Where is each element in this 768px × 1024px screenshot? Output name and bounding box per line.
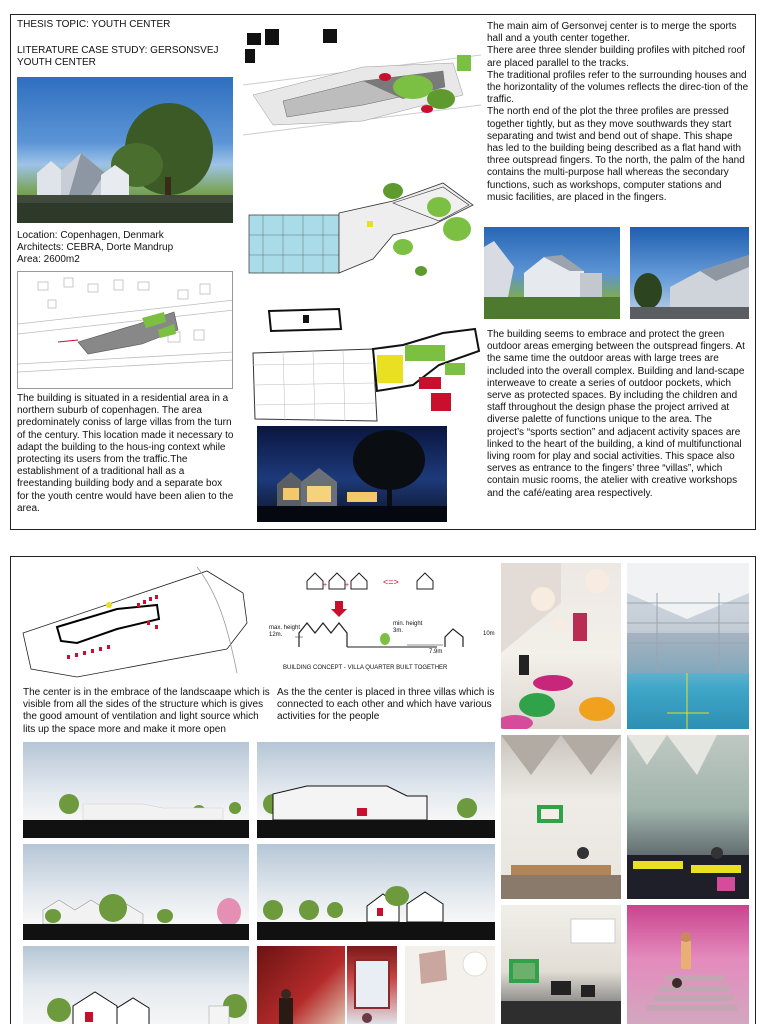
courtyard-photo-drawing bbox=[484, 227, 620, 319]
location: Location: Copenhagen, Denmark bbox=[17, 230, 164, 241]
aim-description: The main aim of Gersonvej center is to merge the sports hall and a youth center together. There aree three slender building profiles with pitched roof are placed parallel to the tracks. The traditional profiles refer to the surrounding houses and the horizontality of the volumes reflects the direc-tion of the traffic. The north end of the plot the three profiles are pressed together tightly, but as they move southwards they start separating and twist and bend out of shape. This shape has led to the building being described as a flat hand with three outspread fingers. To the north, the palm of the hand contains the multi-purpose hall whereas the secondary functions, such as workshops, computer stations and music facilities, are placed in the fingers. bbox=[487, 21, 749, 203]
elevation-1-drawing bbox=[23, 742, 249, 838]
interior-lounge-drawing bbox=[501, 563, 621, 729]
svg-text:+: + bbox=[323, 582, 328, 589]
elevation-2 bbox=[257, 742, 495, 838]
street-photo bbox=[630, 227, 749, 319]
exterior-photo-night bbox=[257, 426, 447, 522]
exterior-photo-day-drawing bbox=[17, 77, 233, 223]
first-floor-plan bbox=[243, 305, 481, 425]
elevation-4-drawing bbox=[257, 844, 495, 940]
elevation-3 bbox=[23, 844, 249, 940]
interior-patterned-drawing bbox=[627, 735, 749, 899]
interior-photo-pink-stair bbox=[627, 905, 749, 1024]
elevation-1 bbox=[23, 742, 249, 838]
interior-computers-drawing bbox=[501, 905, 621, 1024]
ground-floor-plan bbox=[243, 175, 481, 285]
exterior-photo-night-drawing bbox=[257, 426, 447, 522]
architects: Architects: CEBRA, Dorte Mandrup bbox=[17, 242, 174, 253]
interior-window-drawing bbox=[347, 946, 397, 1024]
sports-hall-drawing bbox=[627, 563, 749, 729]
sheet-1 bbox=[10, 14, 756, 530]
interior-hall-drawing bbox=[501, 735, 621, 899]
concept-max-height: max. height 12m. bbox=[269, 625, 301, 638]
interior-photo-lamp bbox=[405, 946, 495, 1024]
site-diagram-drawing bbox=[17, 563, 249, 683]
svg-text:+: + bbox=[345, 582, 350, 589]
concept-ten-m: 10m bbox=[483, 631, 495, 637]
site-description: The building is situated in a residential area in a northern suburb of copenhagen. The area predominately coniss of large villas from the turn of the century. This location made it necessary to adapt the building to the hous-ing context while protecting its users from the traffic.The establishment of a traditional hall as a freestanding building body and a separate box for the youth centre would have been alien to the area. bbox=[17, 393, 234, 514]
ground-floor-plan-drawing bbox=[243, 175, 481, 285]
concept-caption: BUILDING CONCEPT - VILLA QUARTER BUILT TOGETHER bbox=[283, 665, 448, 671]
interior-red-niche-drawing bbox=[257, 946, 345, 1024]
villas-caption: As the the center is placed in three villas which is connected to each other and which have various activities for the people bbox=[277, 687, 495, 723]
street-photo-drawing bbox=[630, 227, 749, 319]
concept-arrow-symbol: <=> bbox=[383, 577, 399, 587]
aerial-axonometric-drawing bbox=[243, 25, 481, 145]
sports-hall-photo bbox=[627, 563, 749, 729]
exterior-photo-day bbox=[17, 77, 233, 223]
embrace-description: The building seems to embrace and protect the green outdoor areas emerging between the outspread fingers. At the same time the outdoor areas with large trees are included into the overall complex. Building and land-scape interweave to create a series of outdoor pockets, which serve as protected spaces. By including the children and staff throughout the design phase the project arrived at diverse palette of functions unique to the area. The project’s “sports section” and adjacent activity spaces are linked to the heart of the building, a kind of multifunctional living room for play and social activities. This space also serves as entrance to the fingers’ three “villas”, which contain music rooms, the atelier with creative workshops and the café/eating area respectively. bbox=[487, 329, 745, 499]
case-study-title: LITERATURE CASE STUDY: GERSONSVEJ YOUTH CENTER bbox=[17, 45, 219, 69]
elevation-5-drawing bbox=[23, 946, 249, 1024]
area: Area: 2600m2 bbox=[17, 254, 80, 265]
interior-photo-lounge bbox=[501, 563, 621, 729]
site-plan-drawing bbox=[18, 272, 233, 389]
concept-distance: 7.9m bbox=[429, 649, 443, 655]
interior-photo-computers bbox=[501, 905, 621, 1024]
sheet-2 bbox=[10, 556, 756, 1024]
embrace-caption: The center is in the embrace of the landscaape which is visible from all the sides of the structure which is gives the good amount of ventilation and light source which lits up the space more and make it more open bbox=[23, 687, 270, 735]
interior-photo-red-niche bbox=[257, 946, 345, 1024]
interior-photo-hall bbox=[501, 735, 621, 899]
site-diagram bbox=[17, 563, 249, 683]
aerial-axonometric bbox=[243, 25, 481, 145]
elevation-4 bbox=[257, 844, 495, 940]
interior-lamp-drawing bbox=[405, 946, 495, 1024]
first-floor-plan-drawing bbox=[243, 305, 481, 425]
thesis-topic: THESIS TOPIC: YOUTH CENTER bbox=[17, 19, 171, 30]
elevation-3-drawing bbox=[23, 844, 249, 940]
interior-pink-stair-drawing bbox=[627, 905, 749, 1024]
interior-photo-window bbox=[347, 946, 397, 1024]
building-concept-diagram bbox=[267, 567, 499, 681]
interior-photo-patterned bbox=[627, 735, 749, 899]
courtyard-photo bbox=[484, 227, 620, 319]
elevation-5 bbox=[23, 946, 249, 1024]
elevation-2-drawing bbox=[257, 742, 495, 838]
concept-min-height: min. height 3m. bbox=[393, 621, 423, 634]
site-plan bbox=[17, 271, 233, 389]
